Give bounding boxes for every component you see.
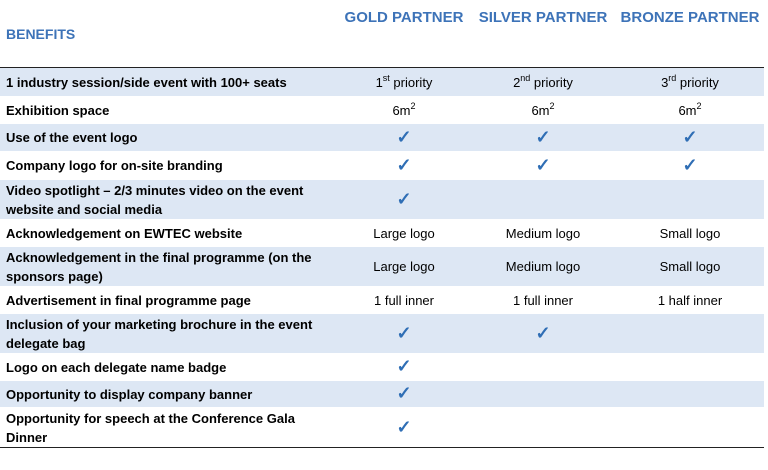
checkmark-icon: ✓ [396, 322, 412, 343]
bronze-value [616, 354, 764, 381]
checkmark-icon: ✓ [682, 154, 698, 175]
table-row [0, 152, 764, 180]
gold-value [338, 314, 470, 354]
header-bronze-partner: BRONZE PARTNER [616, 0, 764, 68]
header-gold-partner: GOLD PARTNER [338, 0, 470, 68]
silver-value [470, 152, 616, 180]
silver-value [470, 408, 616, 448]
benefit-label: Logo on each delegate name badge [0, 354, 338, 381]
gold-value [338, 124, 470, 152]
silver-value [470, 354, 616, 381]
table-row [0, 220, 764, 247]
table-row [0, 314, 764, 354]
gold-value [338, 381, 470, 408]
gold-value: 1 full inner [338, 287, 470, 314]
bronze-value [616, 314, 764, 354]
benefit-label: Video spotlight – 2/3 minutes video on the event website and social media [0, 180, 338, 220]
table-row [0, 180, 764, 220]
bronze-value [616, 408, 764, 448]
gold-value [338, 180, 470, 220]
superscript: 2 [696, 100, 702, 111]
silver-value: 1 full inner [470, 287, 616, 314]
benefit-label: Opportunity for speech at the Conference Gala Dinner [0, 408, 338, 448]
checkmark-icon: ✓ [535, 154, 551, 175]
gold-value: 1st priority [338, 68, 470, 97]
bronze-value: 3rd priority [616, 68, 764, 97]
benefit-label: Acknowledgement on EWTEC website [0, 220, 338, 247]
gold-value [338, 152, 470, 180]
superscript: rd [668, 72, 677, 83]
silver-value [470, 381, 616, 408]
table-header-row [0, 0, 764, 68]
gold-value [338, 408, 470, 448]
checkmark-icon: ✓ [396, 383, 412, 403]
benefit-label: Use of the event logo [0, 124, 338, 152]
table-row [0, 354, 764, 381]
checkmark-icon: ✓ [396, 188, 412, 209]
checkmark-icon: ✓ [396, 126, 412, 147]
table-row [0, 287, 764, 314]
silver-value [470, 180, 616, 220]
table-row [0, 97, 764, 124]
silver-value [470, 124, 616, 152]
superscript: st [382, 72, 390, 83]
table-row [0, 408, 764, 448]
silver-value [470, 314, 616, 354]
checkmark-icon: ✓ [396, 416, 412, 437]
table-row [0, 381, 764, 408]
checkmark-icon: ✓ [396, 154, 412, 175]
gold-value [338, 354, 470, 381]
benefit-label: Opportunity to display company banner [0, 381, 338, 408]
checkmark-icon: ✓ [535, 322, 551, 343]
table-row [0, 68, 764, 97]
bronze-value [616, 180, 764, 220]
superscript: 2 [549, 100, 555, 111]
gold-value: Large logo [338, 220, 470, 247]
benefit-label: Inclusion of your marketing brochure in the event delegate bag [0, 314, 338, 354]
checkmark-icon: ✓ [535, 126, 551, 147]
benefit-label: Company logo for on-site branding [0, 152, 338, 180]
bronze-value [616, 381, 764, 408]
benefit-label: 1 industry session/side event with 100+ seats [0, 68, 338, 97]
silver-value: 2nd priority [470, 68, 616, 97]
superscript: 2 [410, 100, 416, 111]
silver-value: Medium logo [470, 247, 616, 287]
bronze-value [616, 124, 764, 152]
table-row [0, 124, 764, 152]
benefit-label: Exhibition space [0, 97, 338, 124]
bronze-value: $6m^2$ [616, 97, 764, 124]
benefit-label: Acknowledgement in the final programme (on the sponsors page) [0, 247, 338, 287]
header-benefits: BENEFITS [0, 0, 338, 68]
silver-value: $6m^2$ [470, 97, 616, 124]
gold-value: Large logo [338, 247, 470, 287]
checkmark-icon: ✓ [396, 356, 412, 376]
header-silver-partner: SILVER PARTNER [470, 0, 616, 68]
bronze-value: Small logo [616, 247, 764, 287]
benefit-label: Advertisement in final programme page [0, 287, 338, 314]
checkmark-icon: ✓ [682, 126, 698, 147]
bronze-value [616, 152, 764, 180]
bronze-value: 1 half inner [616, 287, 764, 314]
bronze-value: Small logo [616, 220, 764, 247]
silver-value: Medium logo [470, 220, 616, 247]
table-row [0, 247, 764, 287]
superscript: nd [520, 72, 531, 83]
gold-value: $6m^2$ [338, 97, 470, 124]
